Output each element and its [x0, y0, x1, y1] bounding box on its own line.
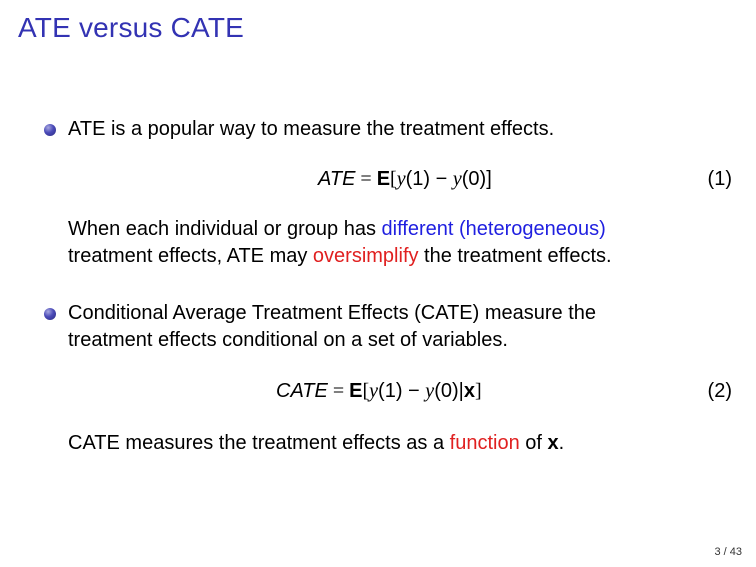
highlight-function: function	[449, 432, 520, 454]
bullet-icon	[44, 124, 56, 136]
paragraph-function: CATE measures the treatment effects as a function of x.	[68, 432, 565, 454]
slide-title: ATE versus CATE	[18, 12, 245, 43]
highlight-heterogeneous: different (heterogeneous)	[381, 218, 606, 240]
paragraph-heterogeneous	[68, 216, 612, 270]
equation-cate: CATE = E[y(1) − y(0)|x]	[276, 380, 482, 402]
bullet-icon	[44, 308, 56, 320]
highlight-oversimplify: oversimplify	[312, 245, 419, 267]
paragraph-line-1: When each individual or group has different (heterogeneous)	[68, 218, 606, 240]
page-number: 3 / 43	[714, 546, 742, 558]
bullet-1-text: ATE is a popular way to measure the treatment effects.	[68, 118, 555, 140]
equation-number-1: (1)	[707, 168, 732, 190]
equation-ate: ATE = E[y(1) − y(0)]	[318, 168, 492, 190]
bullet-2-text: Conditional Average Treatment Effects (CATE) measure the treatment effects conditional on a set of variables.	[68, 302, 597, 351]
equation-number-2: (2)	[707, 380, 732, 402]
paragraph-line-2: treatment effects, ATE may oversimplify the treatment effects.	[68, 245, 612, 267]
